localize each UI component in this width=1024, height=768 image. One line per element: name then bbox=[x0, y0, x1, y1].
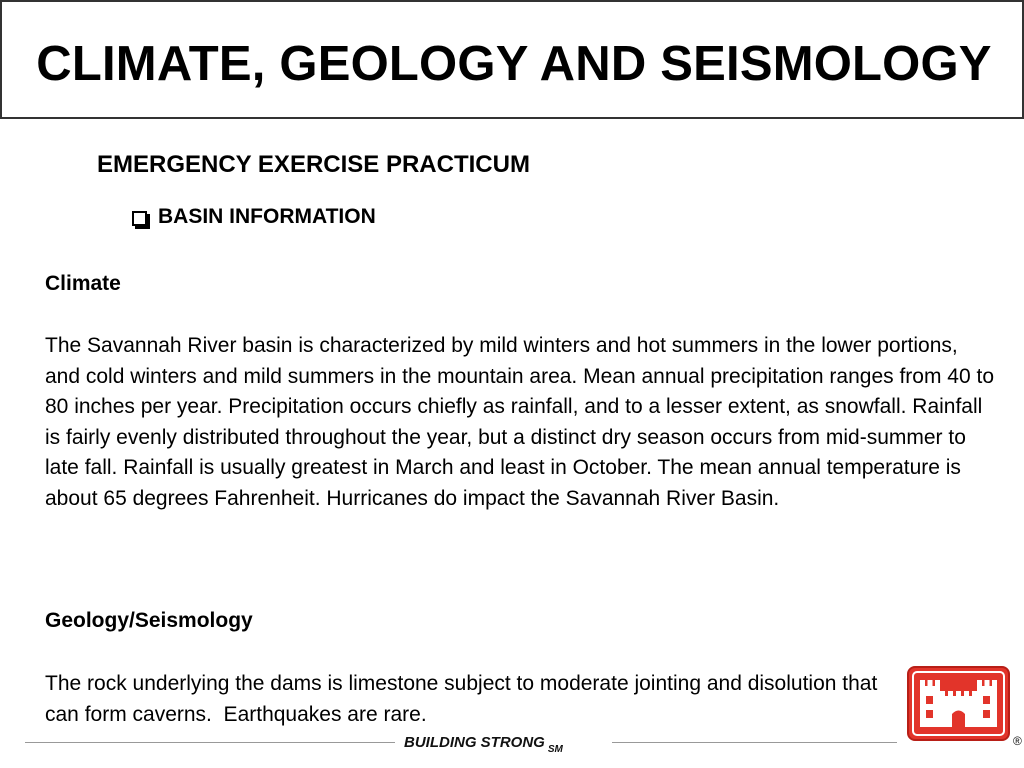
subtitle: EMERGENCY EXERCISE PRACTICUM bbox=[97, 151, 530, 178]
castle-logo-icon bbox=[907, 666, 1010, 741]
service-mark: SM bbox=[547, 744, 563, 755]
footer-divider-right bbox=[612, 742, 897, 743]
footer-divider-left bbox=[25, 742, 395, 743]
geology-heading: Geology/Seismology bbox=[45, 609, 253, 632]
climate-heading: Climate bbox=[45, 272, 121, 295]
page-title: CLIMATE, GEOLOGY AND SEISMOLOGY bbox=[36, 37, 992, 91]
footer-text: BUILDING STRONG bbox=[404, 734, 545, 751]
bullet-label: BASIN INFORMATION bbox=[158, 205, 376, 228]
bullet-item bbox=[132, 205, 376, 229]
title-box bbox=[0, 0, 1024, 119]
checkbox-bullet-icon bbox=[132, 211, 147, 226]
climate-paragraph: The Savannah River basin is characterized by mild winters and hot summers in the lower portions, and cold winters and mild summers in the mountain area. Mean annual precipitation ranges from 40 to 80 inches per year. Precipitation occurs chiefly as rainfall, and to a lesser extent, as snowfall. Rainfall is fairly evenly distributed throughout the year, but a distinct dry season occurs from mid-summer to late fall. Rainfall is usually greatest in March and least in October. The mean annual temperature is about 65 degrees Fahrenheit. Hurricanes do impact the Savannah River Basin. bbox=[45, 334, 995, 510]
footer-tagline bbox=[404, 734, 563, 755]
geology-paragraph: The rock underlying the dams is limestone subject to moderate jointing and disolution that can form caverns. Earthquakes are rare. bbox=[45, 672, 884, 726]
registered-mark: ® bbox=[1013, 734, 1022, 748]
